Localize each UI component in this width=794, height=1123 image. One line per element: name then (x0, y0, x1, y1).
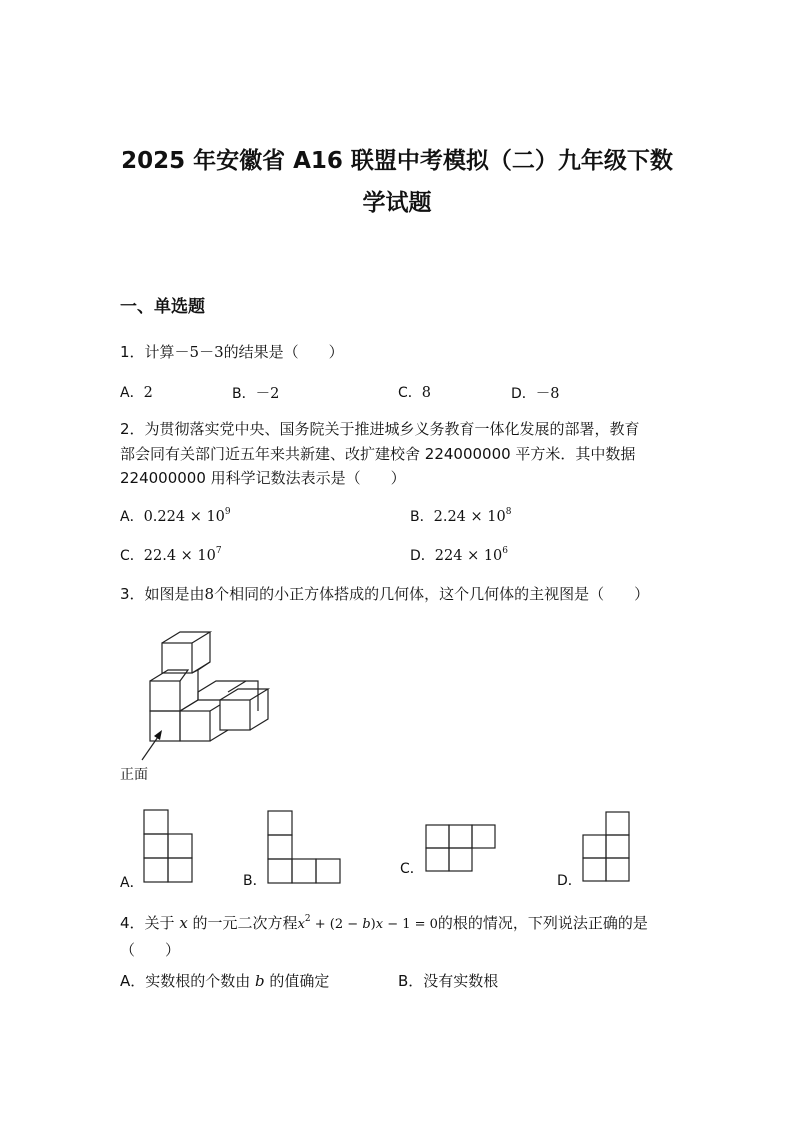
q4-line-1: 4．关于 x 的一元二次方程$x^2 + (2 - b)x - 1 = 0$的根的情况，下列说法正确的是 (120, 914, 648, 932)
q1-option-a[interactable]: A．2 (120, 385, 153, 401)
question-4 (120, 907, 680, 962)
q4-option-a[interactable]: A．实数根的个数由 b 的值确定 (120, 972, 330, 990)
q3-option-a[interactable]: A． (120, 875, 144, 891)
q3-option-c-figure[interactable] (425, 824, 505, 884)
q2-line-3: 224000000 用科学记数法表示是（ ） (120, 469, 406, 487)
question-2 (120, 417, 680, 491)
cube-figure (140, 628, 300, 768)
q2-option-d[interactable]: D．$224 \times 10^6$ (410, 546, 509, 564)
q2-option-a[interactable]: A．$0.224 \times 10^9$ (120, 507, 231, 525)
q1-suffix: 的结果是（ ） (223, 343, 344, 361)
question-1 (120, 340, 680, 365)
title-line-1: 2025 年安徽省 A16 联盟中考模拟（二）九年级下数 (121, 148, 673, 174)
q4-equation: $x^2 + (2 - b)x - 1 = 0$ (297, 914, 438, 932)
q1-expression: －5－3 (174, 343, 224, 361)
q4-line-2: （ ） (120, 940, 181, 959)
q2-line-2: 部会同有关部门近五年来共新建、改扩建校舍 224000000 平方米．其中数据 (120, 444, 636, 463)
q4-option-b[interactable]: B．没有实数根 (398, 972, 499, 990)
page-title (100, 140, 694, 224)
q3-option-b[interactable]: B． (243, 873, 267, 889)
q3-option-a-figure[interactable] (143, 808, 203, 888)
question-3: 3．如图是由8个相同的小正方体搭成的几何体，这个几何体的主视图是（ ） (120, 585, 650, 603)
q2-option-b[interactable]: B．$2.24 \times 10^8$ (410, 507, 512, 525)
q1-option-c[interactable]: C．8 (398, 385, 432, 401)
q2-option-c[interactable]: C．$22.4 \times 10^7$ (120, 546, 222, 564)
section-heading: 一、单选题 (120, 297, 205, 317)
q3-option-b-figure[interactable] (267, 810, 347, 890)
q1-option-d[interactable]: D．－8 (511, 386, 560, 402)
q1-option-b[interactable]: B．－2 (232, 386, 280, 402)
q3-option-d-figure[interactable] (582, 811, 642, 891)
q3-option-d[interactable]: D． (557, 873, 582, 889)
q3-option-c[interactable]: C． (400, 861, 424, 877)
q2-line-1: 2．为贯彻落实党中央、国务院关于推进城乡义务教育一体化发展的部署，教育 (120, 420, 640, 438)
q1-prefix: 1．计算 (120, 343, 175, 361)
arrow-head-icon (154, 730, 162, 740)
title-line-2: 学试题 (362, 190, 432, 216)
front-label: 正面 (120, 767, 148, 783)
